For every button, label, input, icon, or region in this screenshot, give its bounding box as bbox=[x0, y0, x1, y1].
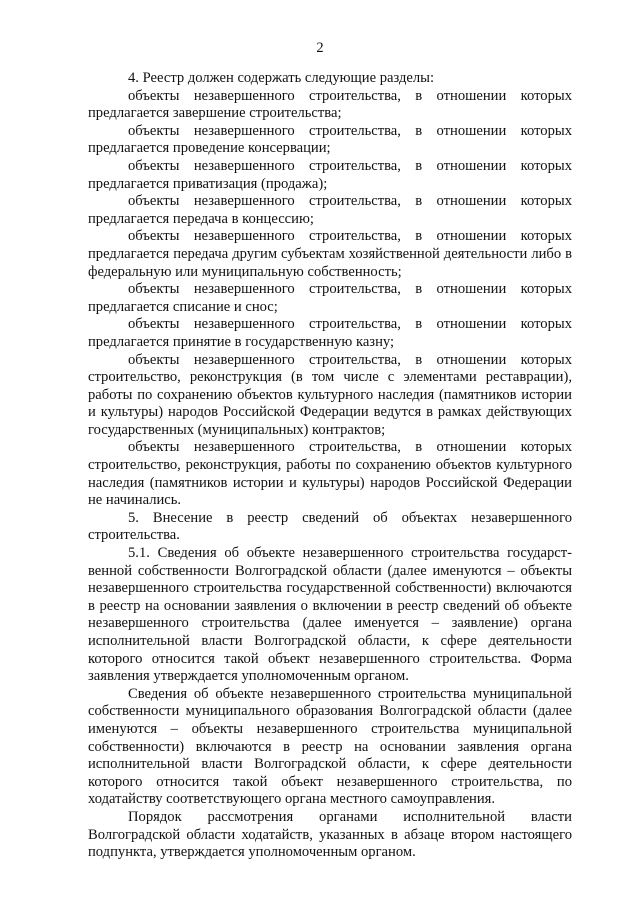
list-item-demolition: объекты незавершенного строительства, в отношении которых предлагается списание и снос; bbox=[88, 281, 572, 315]
list-item-transfer: объекты незавершенного строительства, в отношении которых предлагается передача другим субъектам хозяйственной деятельности либо в федеральную или муниципальную собственность; bbox=[88, 228, 572, 280]
section-5-heading: 5. Внесение в реестр сведений об объектах незавершенного строительства. bbox=[88, 509, 572, 544]
section-4-heading: 4. Реестр должен содержать следующие разделы: bbox=[128, 70, 435, 86]
page-number: 2 bbox=[316, 40, 324, 56]
section-5-1-paragraph: 5.1. Сведения об объекте незавершенного строительства государственной собственности Волгоградской области (далее именуются – объекты незавершенного строительства государственной собственности) включаются в реестр на основании заявления о включении в реестр сведений об объекте незавершенного строительства (далее именуется – заявление) органа исполнительной власти Волгоградской области, к сфере деятельности которого относится такой объект незавершенного строительства. Форма заявления утверждается уполномоченным органом. bbox=[88, 545, 572, 685]
document-body bbox=[88, 70, 572, 862]
list-item-ongoing-contracts: объекты незавершенного строительства, в отношении которых строительство, реконструкция (в том числе с элементами реставрации), работы по сохранению объектов культурного наследия (памятников истории и культуры) народов Российской Федерации ведутся в рамках действующих государственных (муниципальных) контрактов; bbox=[88, 351, 572, 438]
procedure-paragraph: Порядок рассмотрения органами исполнительной власти Волгоградской области ходатайств, указанных в абзаце втором настоящего подпункта, утверждается уполномоченным органом. bbox=[88, 808, 572, 861]
list-item-concession: объекты незавершенного строительства, в отношении которых предлагается передача в концессию; bbox=[88, 193, 572, 227]
list-item-treasury: объекты незавершенного строительства, в отношении которых предлагается принятие в государственную казну; bbox=[88, 316, 572, 350]
list-item-conservation: объекты незавершенного строительства, в отношении которых предлагается проведение консервации; bbox=[88, 122, 572, 157]
list-item-privatization: объекты незавершенного строительства, в отношении которых предлагается приватизация (продажа); bbox=[88, 157, 572, 192]
list-item-not-started: объекты незавершенного строительства, в отношении которых строительство, реконструкция, работы по сохранению объектов культурного наследия (памятников истории и культуры) народов Российской Федерации не начинались. bbox=[88, 439, 572, 509]
list-item-completion: объекты незавершенного строительства, в отношении которых предлагается завершение строительства; bbox=[88, 87, 572, 122]
municipal-property-paragraph: Сведения об объекте незавершенного строительства муниципальной собственности муниципального образования Волгоградской области (далее именуются – объекты незавершенного строительства муниципальной собственности) включаются в реестр на основании заявления органа исполнительной власти Волгоградской области, к сфере деятельности которого относится такой объект незавершенного строительства, по ходатайству соответствующего органа местного самоуправления. bbox=[88, 685, 572, 808]
